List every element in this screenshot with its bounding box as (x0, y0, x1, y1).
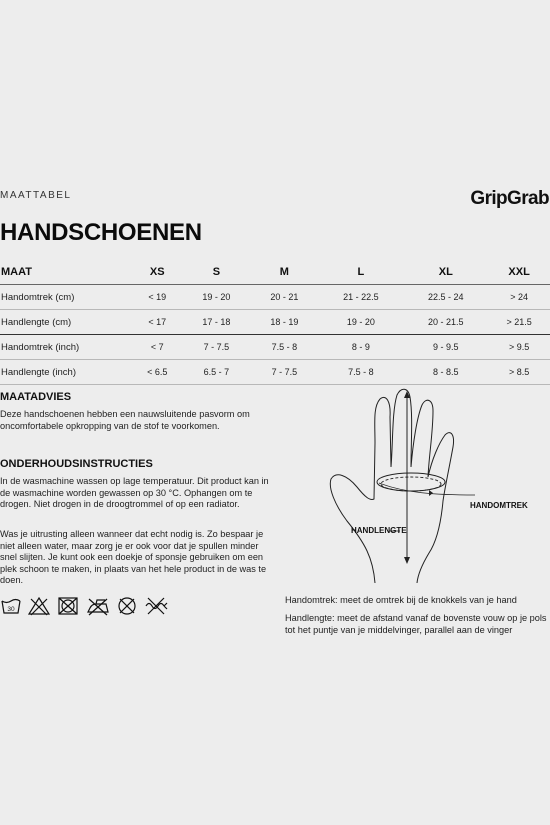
page-title: HANDSCHOENEN (0, 219, 202, 246)
column-header: MAAT (1, 266, 32, 278)
hand-diagram (325, 383, 485, 588)
table-cell: 22.5 - 24 (428, 292, 464, 302)
table-cell: 7 - 7.5 (203, 342, 230, 352)
column-header: L (357, 266, 365, 278)
table-cell: 19 - 20 (346, 317, 375, 327)
page-eyebrow: MAATTABEL (0, 190, 72, 201)
table-cell: < 7 (150, 342, 164, 352)
table-cell: 17 - 18 (202, 317, 231, 327)
table-cell: 20 - 21.5 (428, 317, 464, 327)
no-dry-clean-icon (117, 596, 137, 616)
table-cell: > 8.5 (508, 367, 530, 377)
table-row (0, 360, 550, 385)
wash-30-icon (1, 596, 21, 616)
advice-heading: MAATADVIES (0, 391, 72, 403)
row-label: Handlengte (inch) (1, 366, 76, 378)
table-cell: 8 - 9 (351, 342, 370, 352)
table-cell: 7.5 - 8 (271, 342, 298, 352)
length-label: HANDLENGTE (351, 526, 407, 535)
table-cell: < 17 (148, 317, 167, 327)
care-heading: ONDERHOUDSINSTRUCTIES (0, 458, 153, 470)
table-cell: > 24 (510, 292, 528, 302)
table-row (0, 310, 550, 335)
table-cell: 9 - 9.5 (433, 342, 459, 352)
column-header: XS (149, 266, 165, 278)
table-cell: 7 - 7.5 (271, 367, 298, 377)
row-label: Handlengte (cm) (1, 316, 72, 328)
no-wring-icon (144, 596, 168, 616)
circumference-note: Handomtrek: meet de omtrek bij de knokkels van je hand (285, 595, 517, 605)
row-label: Handomtrek (cm) (1, 291, 75, 303)
size-table (0, 260, 550, 385)
care-text-2: Was je uitrusting alleen wanneer dat echt nodig is. Zo bespaar je niet alleen water, maar zorg je er ook voor dat je spullen minder snel slijten. Je kunt ook een doekje of sponsje gebruiken om een plek schoon te maken, in plaats van het hele product in de was te doen. (0, 529, 267, 585)
no-iron-icon (86, 596, 110, 616)
no-tumble-dry-icon (57, 596, 79, 616)
no-bleach-icon (28, 596, 50, 616)
column-header: M (279, 266, 289, 278)
circumference-label: HANDOMTREK (470, 501, 528, 510)
table-cell: < 6.5 (147, 367, 168, 377)
table-row (0, 335, 550, 360)
table-cell: 20 - 21 (270, 292, 299, 302)
wash-temperature: 30 (7, 606, 15, 613)
care-icons-row (1, 596, 168, 616)
brand-logo: GripGrab (470, 188, 549, 209)
table-cell: > 9.5 (508, 342, 530, 352)
care-text-1: In de wasmachine wassen op lage temperatuur. Dit product kan in de wasmachine worden gewassen op 30 °C. Ophangen om te drogen. Niet drogen in de droogtrommel of op een radiator. (0, 476, 269, 509)
column-header: XXL (508, 266, 530, 278)
table-header-row (0, 260, 550, 285)
table-cell: > 21.5 (506, 317, 532, 327)
length-note: Handlengte: meet de afstand vanaf de bovenste vouw op je pols tot het puntje van je middelvinger, parallel aan de vinger (285, 613, 547, 635)
table-cell: 21 - 22.5 (343, 292, 379, 302)
table-cell: 19 - 20 (202, 292, 231, 302)
table-cell: < 19 (148, 292, 167, 302)
column-header: XL (438, 266, 453, 278)
table-row (0, 285, 550, 310)
table-cell: 7.5 - 8 (348, 367, 374, 377)
table-cell: 6.5 - 7 (203, 367, 230, 377)
row-label: Handomtrek (inch) (1, 341, 80, 353)
table-cell: 18 - 19 (270, 317, 299, 327)
advice-text: Deze handschoenen hebben een nauwsluitende pasvorm om oncomfortabele opkropping van de stof te voorkomen. (0, 409, 250, 431)
column-header: S (212, 266, 221, 278)
table-cell: 8 - 8.5 (433, 367, 459, 377)
